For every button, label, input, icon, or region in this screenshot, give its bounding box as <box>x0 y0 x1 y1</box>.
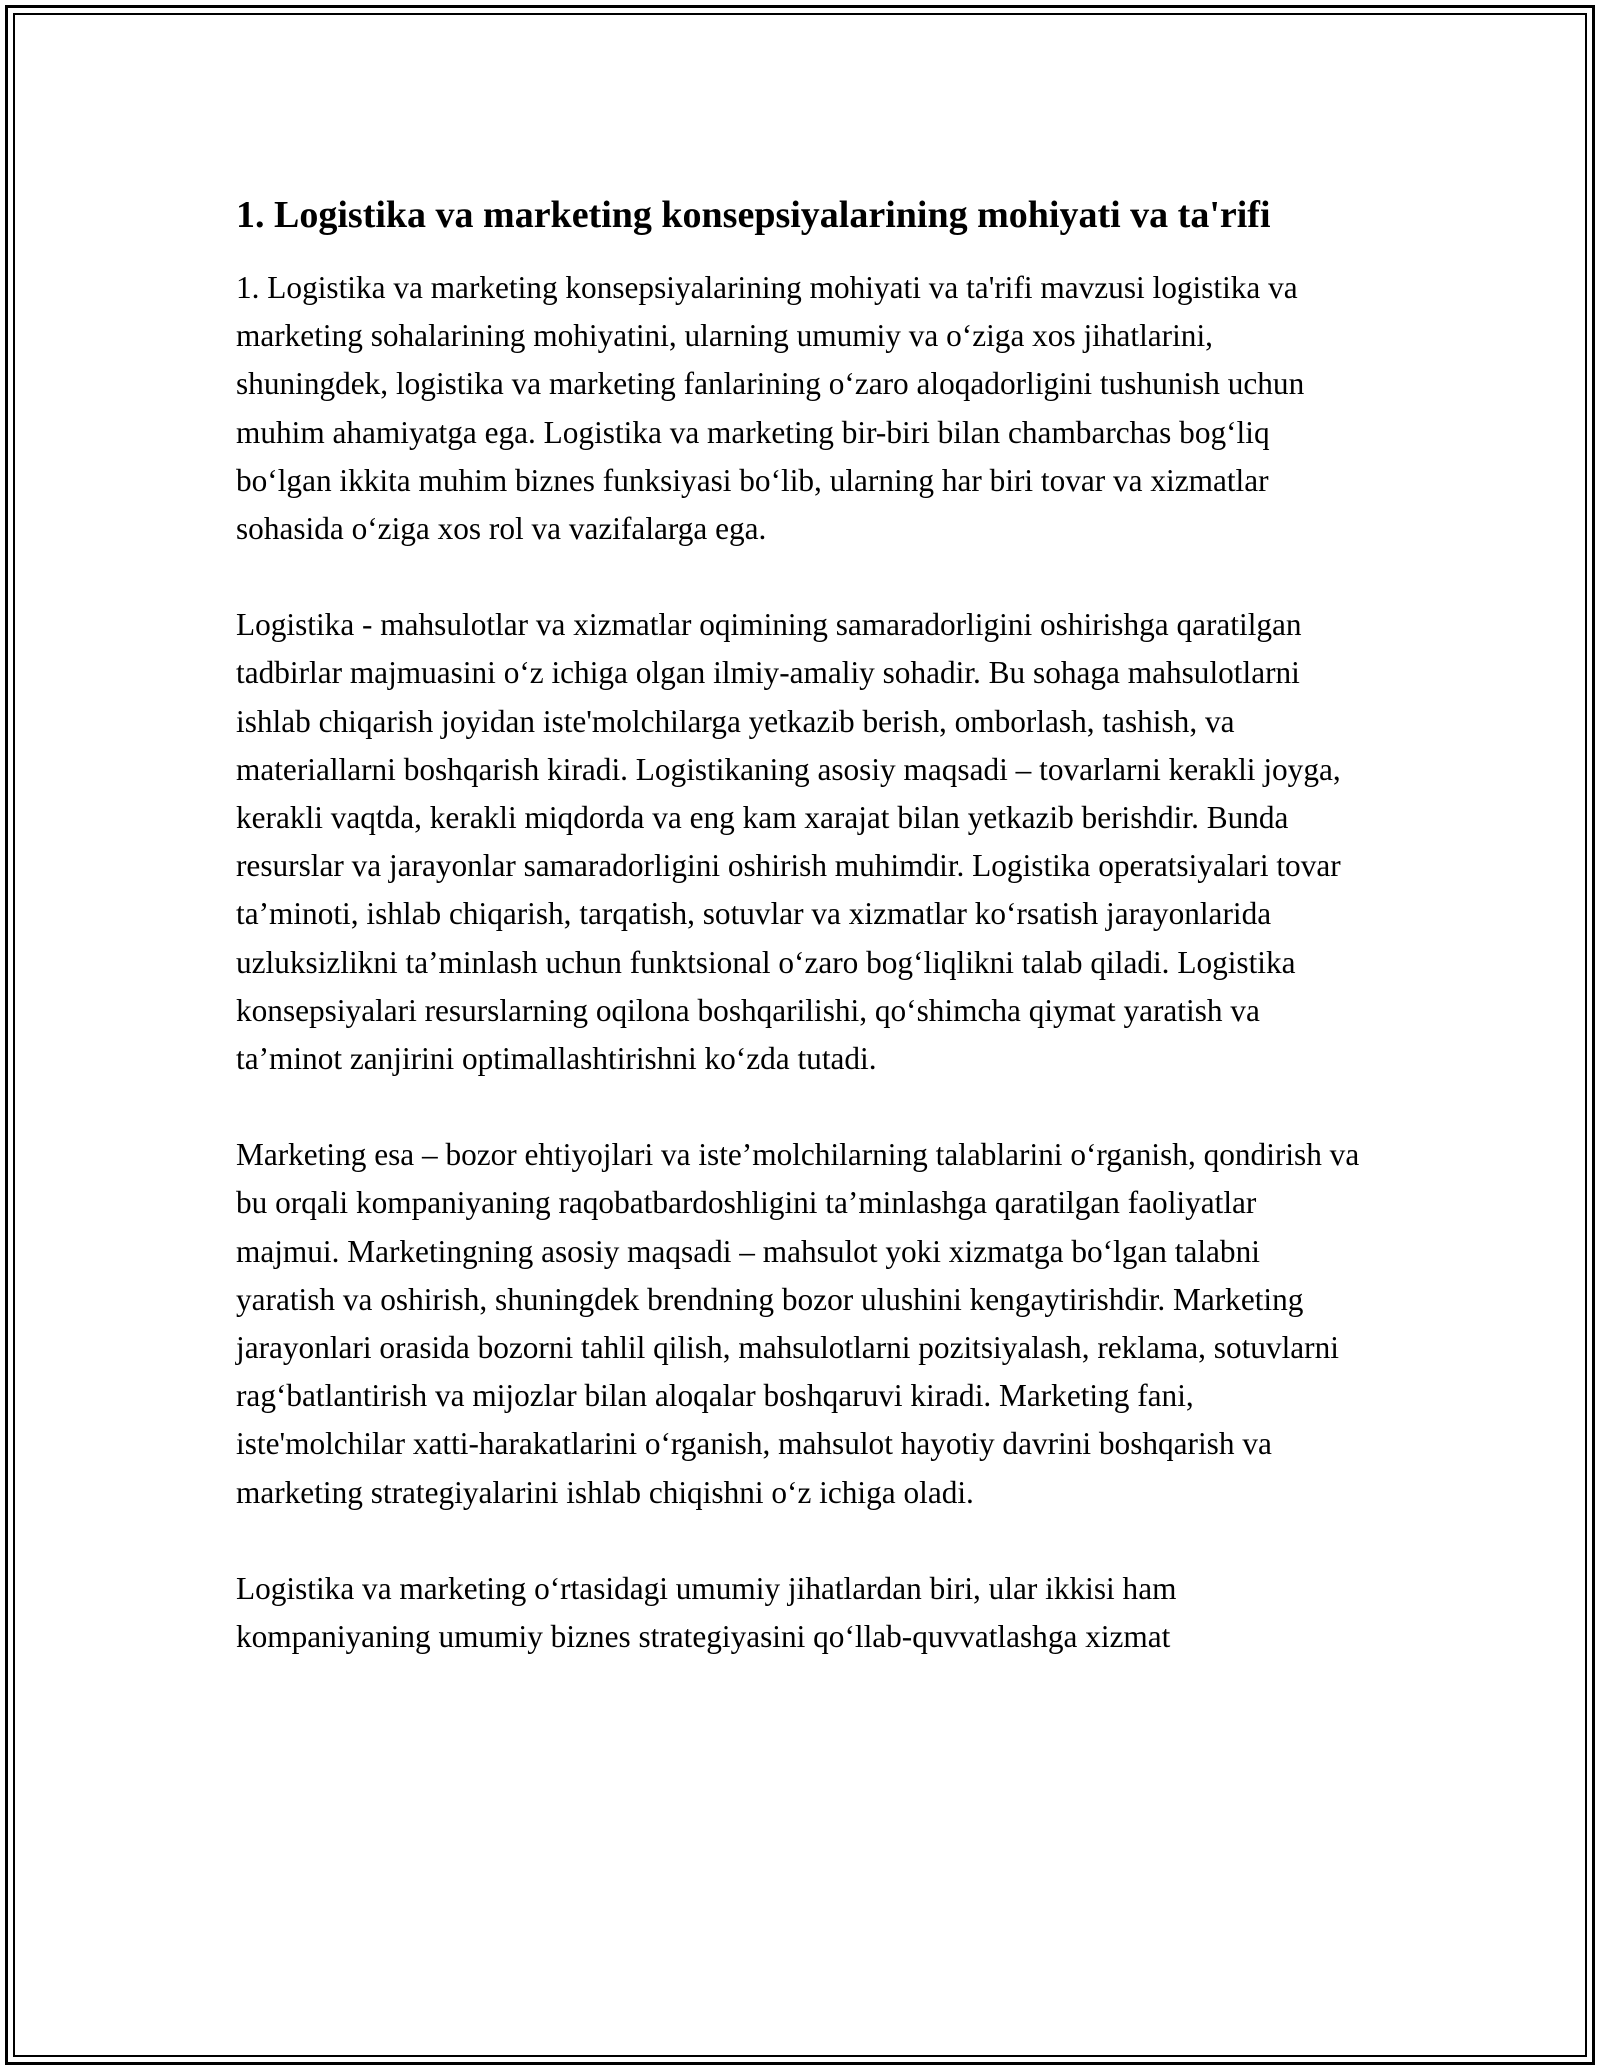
paragraph-logistics: Logistika - mahsulotlar va xizmatlar oqimining samaradorligini oshirishga qaratilgan tadbirlar majmuasini o‘z ichiga olgan ilmiy-amaliy sohadir. Bu sohaga mahsulotlarni ishlab chiqarish joyidan iste'molchilarga yetkazib berish, omborlash, tashish, va materiallarni boshqarish kiradi. Logistikaning asosiy maqsadi – tovarlarni kerakli joyga, kerakli vaqtda, kerakli miqdorda va eng kam xarajat bilan yetkazib berishdir. Bunda resurslar va jarayonlar samaradorligini oshirish muhimdir. Logistika operatsiyalari tovar ta’minoti, ishlab chiqarish, tarqatish, sotuvlar va xizmatlar ko‘rsatish jarayonlarida uzluksizlikni ta’minlash uchun funktsional o‘zaro bog‘liqlikni talab qiladi. Logistika konsepsiyalari resurslarning oqilona boshqarilishi, qo‘shimcha qiymat yaratish va ta’minot zanjirini optimallashtirishni ko‘zda tutadi. <box>236 607 1341 1077</box>
document-body <box>236 188 1366 1709</box>
document-title: 1. Logistika va marketing konsepsiyalarining mohiyati va ta'rifi <box>236 194 1271 236</box>
paragraph-common-aspects: Logistika va marketing o‘rtasidagi umumiy jihatlardan biri, ular ikkisi ham kompaniyaning umumiy biznes strategiyasini qo‘llab-quvvatlashga xizmat <box>236 1570 1177 1655</box>
paragraph-intro: 1. Logistika va marketing konsepsiyalarining mohiyati va ta'rifi mavzusi logistika va marketing sohalarining mohiyatini, ularning umumiy va o‘ziga xos jihatlarini, shuningdek, logistika va marketing fanlarining o‘zaro aloqadorligini tushunish uchun muhim ahamiyatga ega. Logistika va marketing bir-biri bilan chambarchas bog‘liq bo‘lgan ikkita muhim biznes funksiyasi bo‘lib, ularning har biri tovar va xizmatlar sohasida o‘ziga xos rol va vazifalarga ega. <box>236 270 1305 547</box>
paragraph-marketing: Marketing esa – bozor ehtiyojlari va iste’molchilarning talablarini o‘rganish, qondirish va bu orqali kompaniyaning raqobatbardoshligini ta’minlashga qaratilgan faoliyatlar majmui. Marketingning asosiy maqsadi – mahsulot yoki xizmatga bo‘lgan talabni yaratish va oshirish, shuningdek brendning bozor ulushini kengaytirishdir. Marketing jarayonlari orasida bozorni tahlil qilish, mahsulotlarni pozitsiyalash, reklama, sotuvlarni rag‘batlantirish va mijozlar bilan aloqalar boshqaruvi kiradi. Marketing fani, iste'molchilar xatti-harakatlarini o‘rganish, mahsulot hayotiy davrini boshqarish va marketing strategiyalarini ishlab chiqishni o‘z ichiga oladi. <box>236 1137 1360 1510</box>
